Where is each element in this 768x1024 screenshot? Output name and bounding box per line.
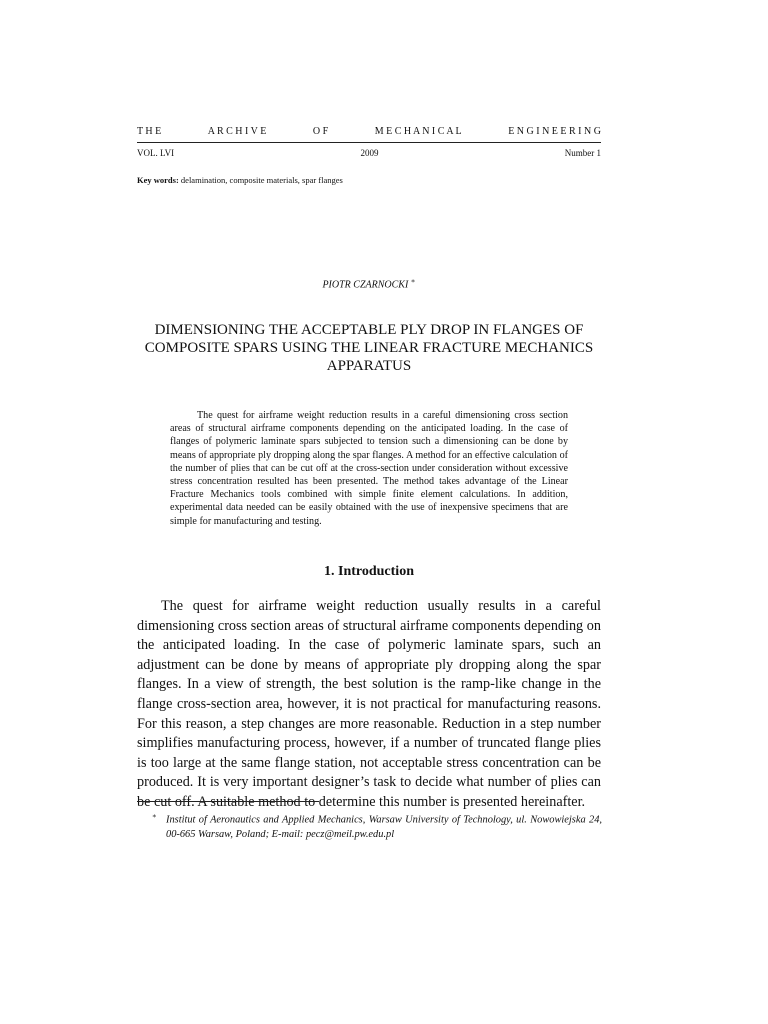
- issue-info: [137, 148, 601, 158]
- body-text: [137, 597, 601, 813]
- footnote: [152, 809, 602, 842]
- paper-title: DIMENSIONING THE ACCEPTABLE PLY DROP IN FLANGES OF COMPOSITE SPARS USING THE LINEAR FRACTURE MECHANICS APPARATUS: [144, 322, 594, 374]
- journal-word: O F: [312, 126, 329, 137]
- header-rule: [137, 142, 601, 143]
- footnote-marker: ∗: [152, 812, 157, 820]
- footnote-text: Institut of Aeronautics and Applied Mechanics, Warsaw University of Technology, ul. Nowowiejska 24, 00-665 Warsaw, Poland; E-mail: pecz@meil.pw.edu.pl: [166, 814, 602, 840]
- section-heading: 1. Introduction: [324, 564, 414, 579]
- footnote-rule: [137, 801, 319, 802]
- volume: VOL. LVI: [137, 148, 175, 158]
- author: [137, 277, 601, 290]
- abstract: [170, 409, 568, 528]
- journal-word: T H E: [137, 126, 162, 137]
- issue-number: Number 1: [564, 148, 601, 158]
- journal-word: E N G I N E E R I N G: [508, 126, 601, 137]
- keywords-label: Key words:: [137, 175, 179, 185]
- journal-word: M E C H A N I C A L: [374, 126, 462, 137]
- body-paragraph: The quest for airframe weight reduction usually results in a careful dimensioning cross section areas of structural airframe components depending on the anticipated loading. In the case of polymeric laminate spars, such an adjustment can be done by means of appropriate ply dropping along the spar flanges. In a view of strength, the best solution is the ramp-like change in the flange cross-section area, however, it is not practical for manufacturing reasons. For this reason, a step changes are more reasonable. Reduction in a step number simplifies manufacturing process, however, if a number of truncated flange plies is too large at the same flange station, not acceptable stress concentration can be produced. It is very important designer’s task to decide what number of plies can be cut off. A suitable method to determine this number is presented hereinafter.: [137, 598, 601, 810]
- keywords-text: delamination, composite materials, spar flanges: [180, 175, 343, 185]
- author-name: PIOTR CZARNOCKI: [322, 279, 409, 291]
- abstract-text: The quest for airframe weight reduction results in a careful dimensioning cross section areas of structural airframe components depending on the anticipated loading. In the case of flanges of polymeric laminate spars subjected to tension such a dimensioning can be done by means of appropriate ply dropping along the spar flanges. A method for an effective calculation of the number of plies that can be cut off at the cross-section under consideration without excessive stress concentration resulted has been presented. The method takes advantage of the Linear Fracture Mechanics tools combined with simple finite element calculations. In addition, experimental data needed can be easily obtained with the use of inexpensive specimens that are simple for manufacturing and testing.: [170, 410, 568, 527]
- author-footnote-marker: ∗: [410, 277, 416, 285]
- keywords: [137, 175, 601, 185]
- journal-word: A R C H I V E: [207, 126, 267, 137]
- year: 2009: [360, 148, 379, 158]
- journal-name: [137, 126, 601, 137]
